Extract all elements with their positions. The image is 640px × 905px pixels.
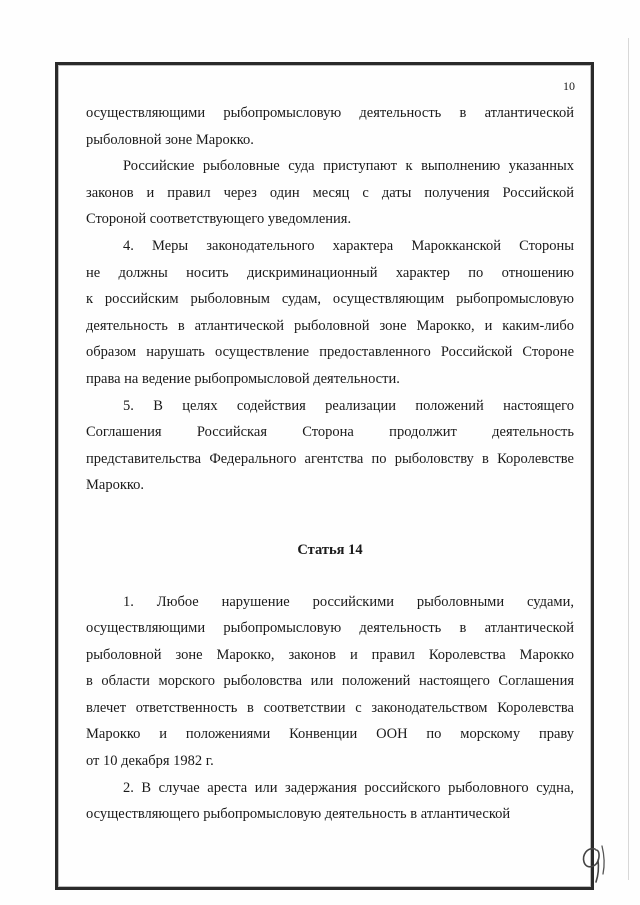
handwritten-initials-signature [575, 840, 615, 884]
text-line: от 10 декабря 1982 г. [86, 753, 214, 770]
article-heading: Статья 14 [297, 541, 363, 558]
text-line: влечет ответственность в соответствии с законодательством Королевства [86, 699, 574, 716]
text-line: Марокко и положениями Конвенции ООН по морскому праву [86, 726, 574, 743]
text-line: осуществляющего рыбопромысловую деятельность в атлантической [86, 806, 511, 823]
text-line: Марокко. [86, 477, 145, 494]
text-line: 4. Меры законодательного характера Марокканской Стороны [123, 237, 574, 254]
text-line: права на ведение рыбопромысловой деятельности. [86, 370, 400, 387]
text-line: Российские рыболовные суда приступают к выполнению указанных [123, 158, 574, 175]
text-line: рыболовной зоне Марокко. [86, 131, 254, 148]
text-line: представительства Федерального агентства по рыболовству в Королевстве [86, 450, 574, 467]
text-line: к российским рыболовным судам, осуществляющим рыбопромысловую [86, 291, 574, 308]
paragraph [86, 589, 574, 775]
paragraph [86, 153, 574, 233]
text-line: 1. Любое нарушение российскими рыболовными судами, [123, 593, 574, 610]
text-line: законов и правил через один месяц с даты получения Российской [86, 184, 574, 201]
document-body [86, 100, 574, 828]
text-line: образом нарушать осуществление предоставленного Российской Стороне [86, 344, 574, 361]
paragraph [86, 233, 574, 393]
text-line: осуществляющими рыбопромысловую деятельность в атлантической [86, 620, 574, 637]
text-line: 2. В случае ареста или задержания российского рыболовного судна, [123, 779, 574, 796]
text-line: рыболовной зоне Марокко, законов и правил Королевства Марокко [86, 646, 574, 663]
scan-edge-line [628, 38, 629, 880]
text-line: в области морского рыболовства или положений настоящего Соглашения [86, 673, 574, 690]
text-line: Стороной соответствующего уведомления. [86, 211, 352, 228]
text-line: деятельность в атлантической рыболовной зоне Марокко, и каким-либо [86, 317, 574, 334]
heading-spacer [86, 499, 574, 537]
paragraph [86, 100, 574, 153]
paragraph [86, 775, 574, 828]
text-line: Соглашения Российская Сторона продолжит деятельность [86, 424, 574, 441]
text-line: 5. В целях содействия реализации положений настоящего [123, 397, 574, 414]
text-line: осуществляющими рыбопромысловую деятельность в атлантической [86, 105, 574, 121]
page-number: 10 [563, 79, 575, 93]
heading-spacer [86, 564, 574, 589]
text-line: не должны носить дискриминационный характер по отношению [86, 264, 574, 281]
paragraph [86, 393, 574, 499]
